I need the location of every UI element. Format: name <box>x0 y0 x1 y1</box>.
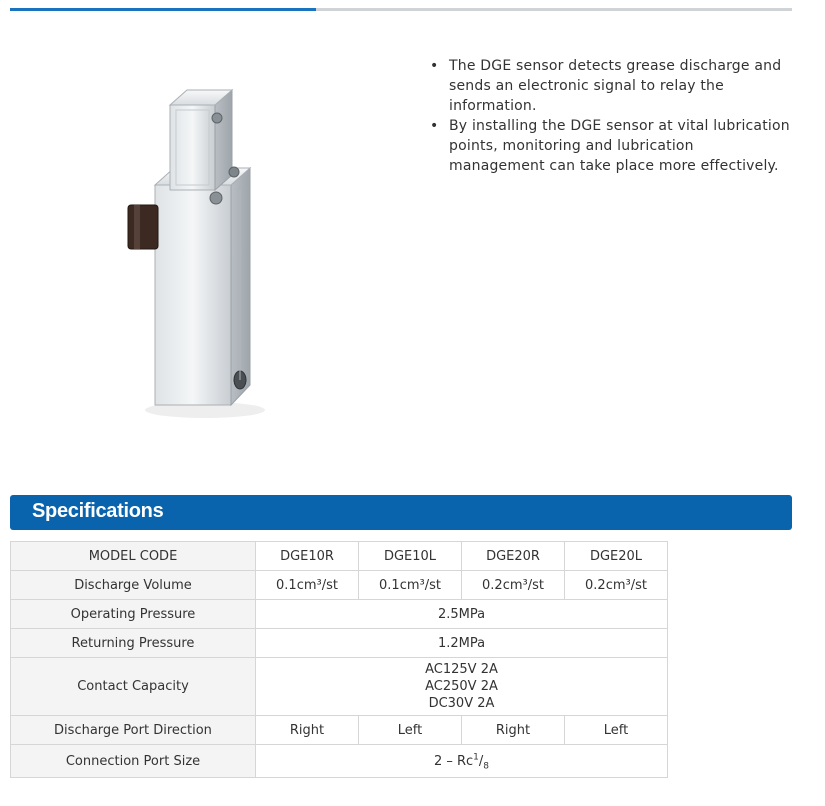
table-cell: 0.2cm³/st <box>462 571 565 600</box>
contact-capacity-line: AC125V 2A <box>425 662 498 677</box>
model-code-cell: DGE20L <box>565 542 668 571</box>
row-label: Discharge Volume <box>11 571 256 600</box>
table-row <box>11 600 668 629</box>
table-row <box>11 629 668 658</box>
row-label: Contact Capacity <box>11 658 256 716</box>
row-label: MODEL CODE <box>11 542 256 571</box>
table-cell: 2.5MPa <box>256 600 668 629</box>
row-label: Connection Port Size <box>11 745 256 778</box>
connection-prefix: 2 – Rc <box>433 753 474 769</box>
feature-bullet: • The DGE sensor detects grease discharge and sends an electronic signal to relay the information. <box>430 56 790 116</box>
row-label: Returning Pressure <box>11 629 256 658</box>
table-cell: Left <box>359 716 462 745</box>
model-code-cell: DGE10R <box>256 542 359 571</box>
specifications-title: Specifications <box>32 500 164 522</box>
table-cell: Right <box>462 716 565 745</box>
table-cell: 1.2MPa <box>256 629 668 658</box>
dge-sensor-product-image <box>10 50 400 450</box>
model-code-cell: DGE20R <box>462 542 565 571</box>
contact-capacity-line: AC250V 2A <box>425 679 498 694</box>
table-cell: 0.2cm³/st <box>565 571 668 600</box>
table-cell: 0.1cm³/st <box>256 571 359 600</box>
tab-underline <box>10 8 792 11</box>
table-cell: $2 - Rc^1/_8$ <box>256 745 668 778</box>
table-row <box>11 658 668 716</box>
row-label: Discharge Port Direction <box>11 716 256 745</box>
product-feature-list <box>430 56 790 176</box>
table-cell: 0.1cm³/st <box>359 571 462 600</box>
specifications-header <box>10 495 792 530</box>
specifications-table <box>10 541 668 778</box>
model-code-cell: DGE10L <box>359 542 462 571</box>
table-cell: Left <box>565 716 668 745</box>
row-label: Operating Pressure <box>11 600 256 629</box>
table-cell: Right <box>256 716 359 745</box>
table-row <box>11 571 668 600</box>
contact-capacity-line: DC30V 2A <box>428 696 495 711</box>
table-cell <box>256 658 668 716</box>
feature-bullet: • By installing the DGE sensor at vital lubrication points, monitoring and lubrication management can take place more effectively. <box>430 116 790 176</box>
table-row <box>11 716 668 745</box>
table-row <box>11 745 668 778</box>
fraction-numerator: 1 <box>473 752 479 763</box>
fraction-denominator: 8 <box>483 761 490 772</box>
active-tab-indicator <box>10 8 316 11</box>
table-row <box>11 542 668 571</box>
